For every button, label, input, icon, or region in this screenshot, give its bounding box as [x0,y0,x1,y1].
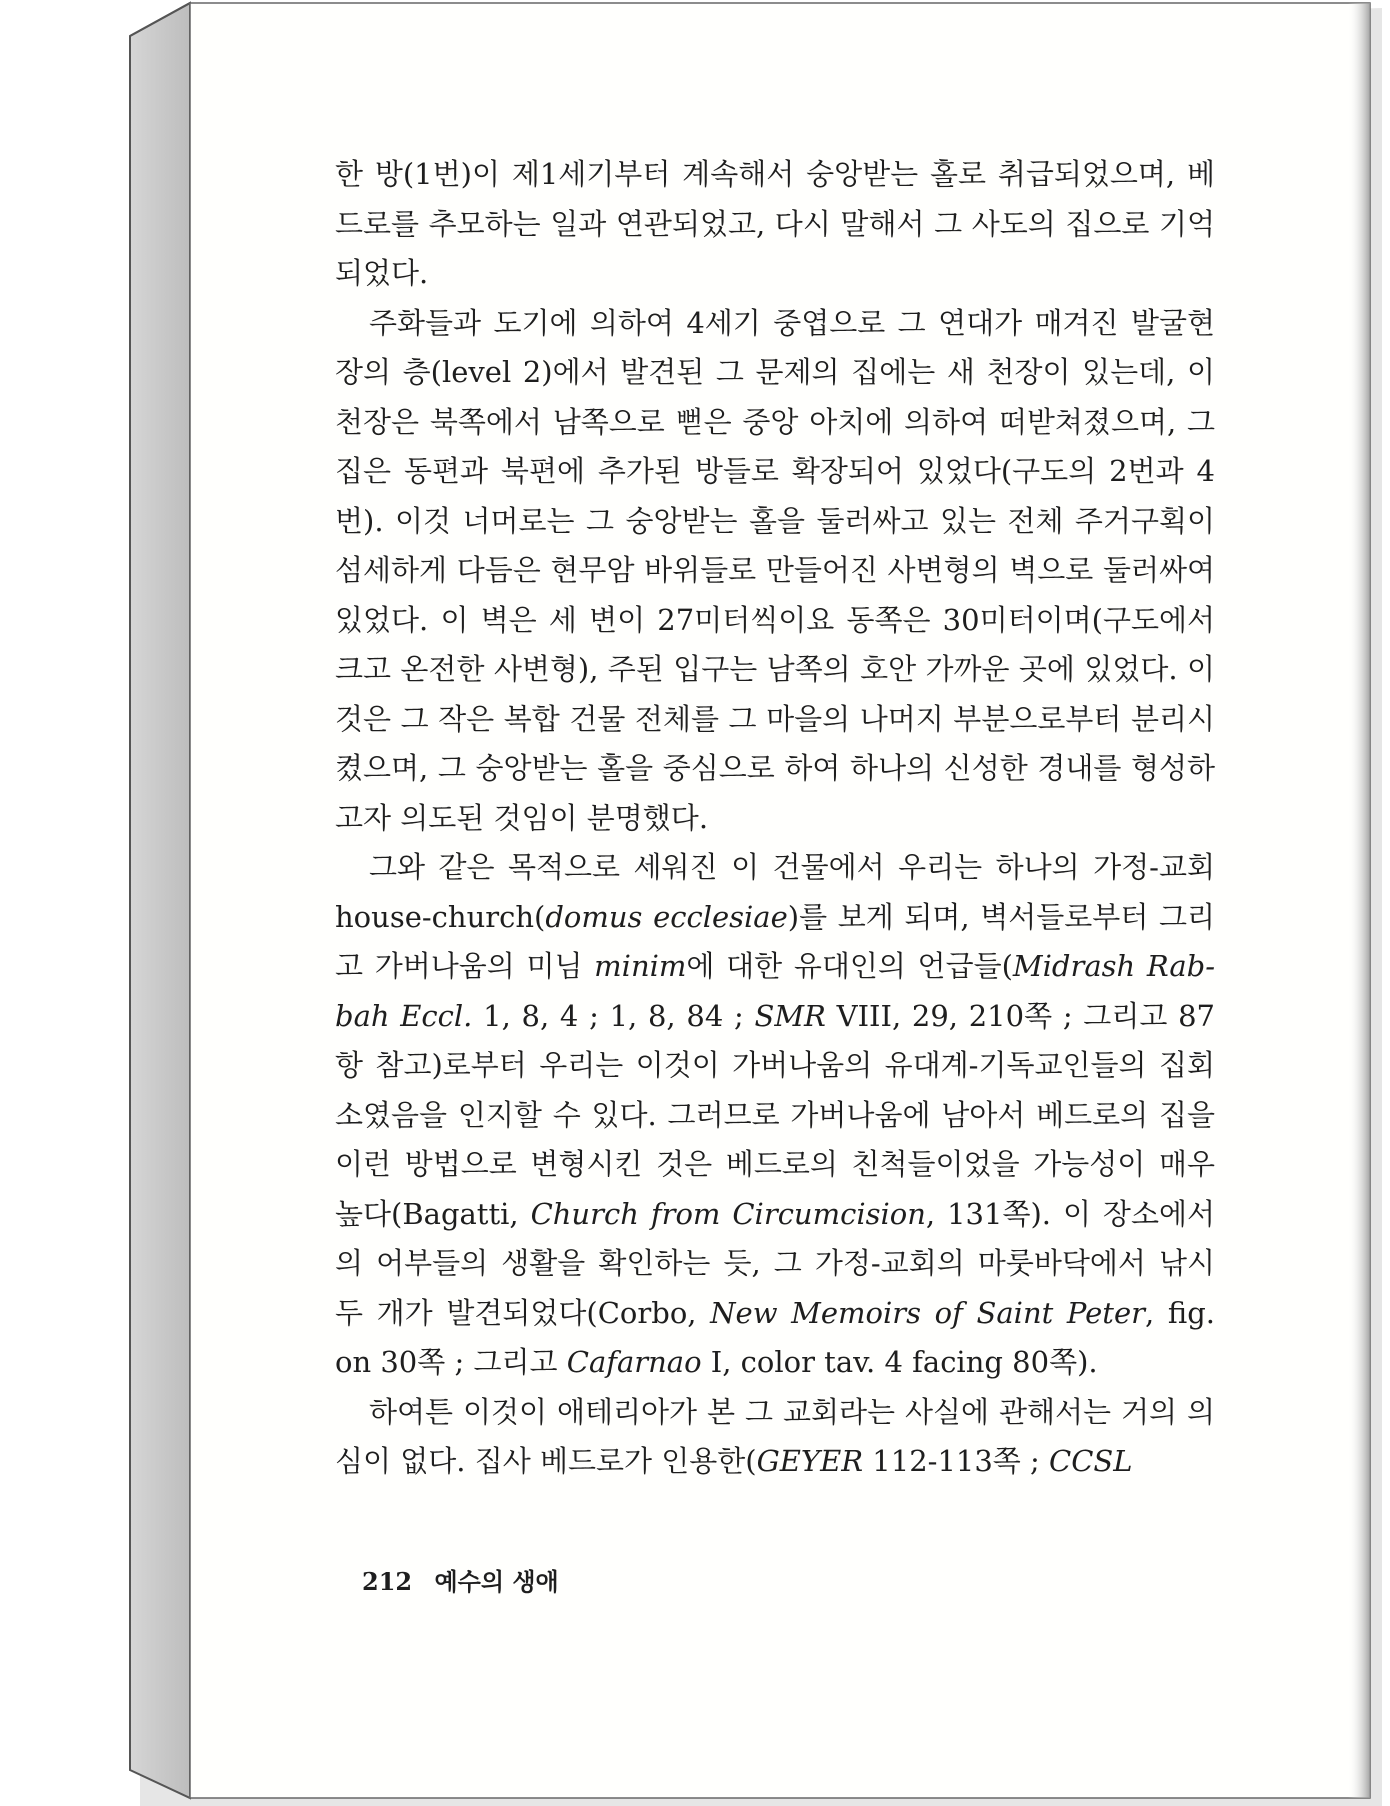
text-run: VIII, 29, 210쪽 ; 그리고 87항 참고)로부터 우리는 이것이 가버나움의 유대계-기독교인들의 집회소였음을 인지할 수 있다. 그러므로 가버나움에 남아서 베드로의 집을 이런 방법으로 변형시킨 것은 베드로의 친척들이었을 가능성이 매우 높다(Bagatti, [335,998,1215,1231]
paragraph [335,1388,1215,1487]
paragraph [335,150,1215,299]
italic-text: GEYER [756,1444,864,1478]
italic-text: SMR [754,998,826,1033]
text-run: 그와 같은 목적으로 세워진 이 건물에서 우리는 하나의 가정-교회 house-church( [335,850,1215,934]
text-run: , fig. on 30쪽 ; 그리고 [335,1295,1216,1379]
text-run: )를 보게 되며, 벽서들로부터 그리고 가버나움의 미님 [335,899,1215,983]
text-run: 112-113쪽 ; [863,1444,1050,1478]
paragraph [335,843,1215,1388]
text-run: , 131쪽). 이 장소에서의 어부들의 생활을 확인하는 듯, 그 가정-교회의 마룻바닥에서 낚시 두 개가 발견되었다(Corbo, [335,1196,1215,1330]
running-title: 예수의 생애 [434,1567,559,1596]
italic-text: minim [594,949,687,983]
text-run: 한 방(1번)이 제1세기부터 계속해서 숭앙받는 홀로 취급되었으며, 베드로를 추모하는 일과 연관되었고, 다시 말해서 그 사도의 집으로 기억되었다. [335,157,1215,290]
page-number: 212 [362,1567,413,1596]
text-run: 1, 8, 4 ; 1, 8, 84 ; [472,998,755,1033]
italic-text: Midrash Rab-bah Eccl. [335,949,1216,1033]
body-text [335,150,1215,1487]
paragraph [335,299,1215,844]
text-run: 에 대한 유대인의 언급들( [686,949,1013,983]
text-run: 주화들과 도기에 의하여 4세기 중엽으로 그 연대가 매겨진 발굴현장의 층(level 2)에서 발견된 그 문제의 집에는 새 천장이 있는데, 이 천장은 북쪽에서 남쪽으로 뻗은 중앙 아치에 의하여 떠받쳐졌으며, 그 집은 동편과 북편에 추가된 방들로 확장되어 있었다(구도의 2번과 4번). 이것 너머로는 그 숭앙받는 홀을 둘러싸고 있는 전체 주거구획이 섬세하게 다듬은 현무암 바위들로 만들어진 사변형의 벽으로 둘러싸여 있었다. 이 벽은 세 변이 27미터씩이요 동쪽은 30미터이며(구도에서 크고 온전한 사변형), 주된 입구는 남쪽의 호안 가까운 곳에 있었다. 이것은 그 작은 복합 건물 전체를 그 마을의 나머지 부분으로부터 분리시켰으며, 그 숭앙받는 홀을 중심으로 하여 하나의 신성한 경내를 형성하고자 의도된 것임이 분명했다. [335,305,1215,835]
text-run: 하여튼 이것이 애테리아가 본 그 교회라는 사실에 관해서는 거의 의심이 없다. 집사 베드로가 인용한( [335,1394,1215,1478]
text-run: I, color tav. 4 facing 80쪽). [701,1345,1098,1379]
italic-text: CCSL [1049,1444,1133,1478]
italic-text: Cafarnao [566,1345,702,1379]
italic-text: domus ecclesiae [545,899,788,934]
italic-text: Church from Circumcision [530,1196,926,1231]
page-footer [362,1562,559,1597]
italic-text: New Memoirs of Saint Peter [710,1295,1145,1330]
